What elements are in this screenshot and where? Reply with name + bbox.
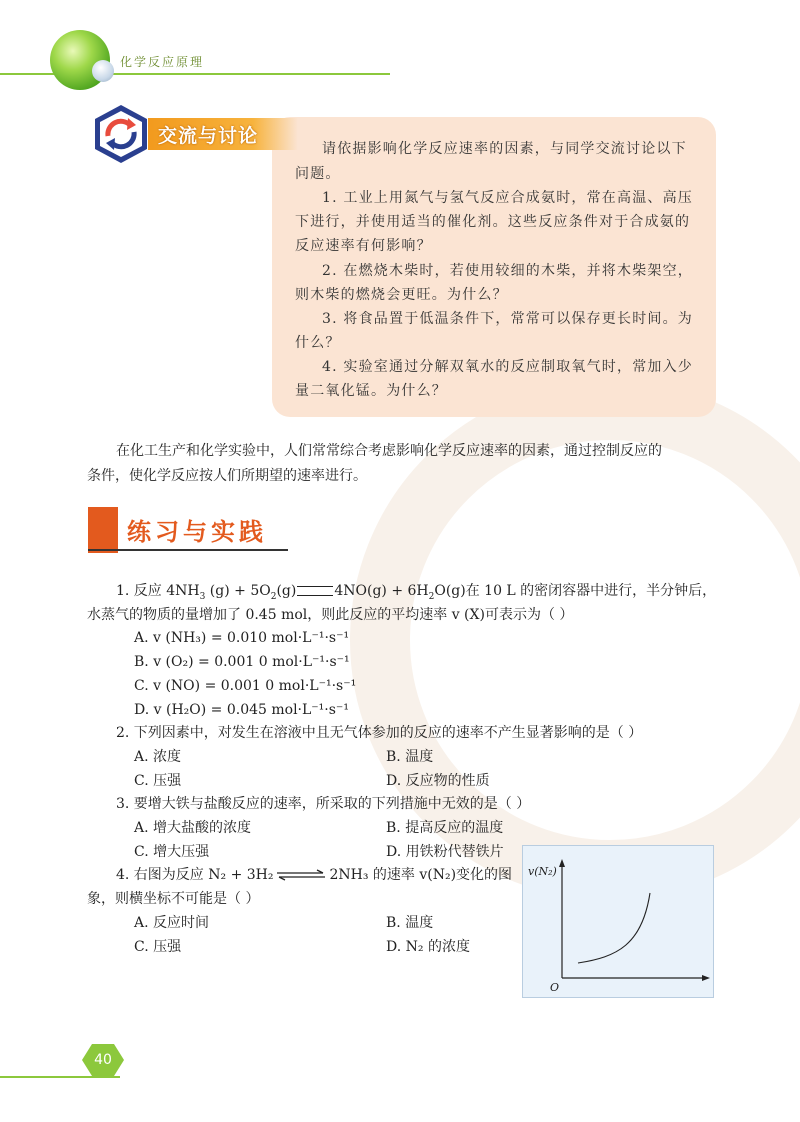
- q1-text: (g) + 5O: [205, 583, 271, 599]
- discussion-line: 量二氧化锰。为什么？: [295, 383, 447, 399]
- equilibrium-arrow-icon: [275, 869, 327, 881]
- discussion-line: 反应速率有何影响？: [295, 238, 432, 254]
- q2-option-d: D. 反应物的性质: [386, 773, 490, 789]
- header-logo-small-sphere: [92, 60, 114, 82]
- header-title: 化学反应原理: [120, 55, 205, 69]
- q1-text: O(g)在 10 L 的密闭容器中进行，半分钟后，: [434, 583, 717, 599]
- x-axis-arrow-icon: [702, 975, 710, 981]
- q1-sub: 2: [428, 591, 435, 602]
- discussion-line: 1. 工业上用氮气与氢气反应合成氨时，常在高温、高压: [322, 190, 694, 206]
- q1-sub: 2: [270, 591, 277, 602]
- discussion-line: 2. 在燃烧木柴时，若使用较细的木柴，并将木柴架空，: [322, 263, 694, 279]
- discussion-line: 则木柴的燃烧会更旺。为什么？: [295, 287, 508, 303]
- q2-option-c: C. 压强: [134, 773, 182, 789]
- question-4-stem: [116, 864, 512, 884]
- section-underline: [88, 549, 288, 551]
- question-1-stem: [116, 580, 716, 602]
- discussion-line: 4. 实验室通过分解双氧水的反应制取氧气时，常加入少: [322, 359, 694, 375]
- q3-option-b: B. 提高反应的温度: [386, 820, 504, 836]
- q4-option-c: C. 压强: [134, 939, 182, 955]
- rate-curve: [578, 893, 650, 963]
- section-title: 练习与实践: [127, 517, 267, 546]
- body-paragraph-line: 在化工生产和化学实验中，人们常常综合考虑影响化学反应速率的因素，通过控制反应的: [116, 443, 662, 459]
- q4-text: 2NH₃ 的速率 v(N₂)变化的图: [329, 867, 513, 883]
- q2-option-a: A. 浓度: [134, 749, 182, 765]
- q4-option-d: D. N₂ 的浓度: [386, 939, 470, 955]
- q1-option-b: B. v (O₂) = 0.001 0 mol·L⁻¹·s⁻¹: [134, 654, 350, 670]
- body-paragraph-line: 条件，使化学反应按人们所期望的速率进行。: [87, 468, 367, 484]
- q1-option-a: A. v (NH₃) = 0.010 mol·L⁻¹·s⁻¹: [134, 630, 350, 646]
- discussion-title: 交流与讨论: [158, 125, 259, 147]
- q3-option-c: C. 增大压强: [134, 844, 210, 860]
- q4-text: 4. 右图为反应 N₂ + 3H₂: [116, 867, 274, 883]
- q1-sub: 3: [199, 591, 206, 602]
- q1-text: 4NO(g) + 6H: [334, 583, 429, 599]
- question-2-stem: 2. 下列因素中，对发生在溶液中且无气体参加的反应的速率不产生显著影响的是（ ）: [116, 725, 643, 741]
- q1-option-c: C. v (NO) = 0.001 0 mol·L⁻¹·s⁻¹: [134, 678, 357, 694]
- rate-graph: [522, 845, 714, 998]
- question-1-stem-line2: 水蒸气的物质的量增加了 0.45 mol，则此反应的平均速率 v (X)可表示为（ ）: [87, 607, 574, 623]
- discussion-line: 请依据影响化学反应速率的因素，与同学交流讨论以下: [322, 141, 687, 157]
- q1-option-d: D. v (H₂O) = 0.045 mol·L⁻¹·s⁻¹: [134, 702, 349, 718]
- y-axis-label: v(N₂): [528, 865, 557, 878]
- y-axis-arrow-icon: [559, 859, 565, 867]
- q1-text: (g): [276, 583, 297, 599]
- section-marker: [88, 507, 118, 553]
- q3-option-a: A. 增大盐酸的浓度: [134, 820, 252, 836]
- q3-option-d: D. 用铁粉代替铁片: [386, 844, 504, 860]
- discussion-line: 下进行，并使用适当的催化剂。这些反应条件对于合成氨的: [295, 214, 691, 230]
- discussion-line: 问题。: [295, 166, 341, 182]
- question-4-stem-line2: 象，则横坐标不可能是（ ）: [87, 891, 260, 907]
- origin-label: O: [550, 981, 560, 994]
- q4-option-b: B. 温度: [386, 915, 434, 931]
- page-number: 40: [94, 1052, 112, 1068]
- q2-option-b: B. 温度: [386, 749, 434, 765]
- equals-arrow-icon: [297, 586, 333, 596]
- discussion-line: 什么？: [295, 335, 341, 351]
- q4-option-a: A. 反应时间: [134, 915, 210, 931]
- discussion-icon: [90, 103, 152, 165]
- question-3-stem: 3. 要增大铁与盐酸反应的速率，所采取的下列措施中无效的是（ ）: [116, 796, 531, 812]
- discussion-line: 3. 将食品置于低温条件下，常常可以保存更长时间。为: [322, 311, 694, 327]
- q1-text: 1. 反应 4NH: [116, 583, 200, 599]
